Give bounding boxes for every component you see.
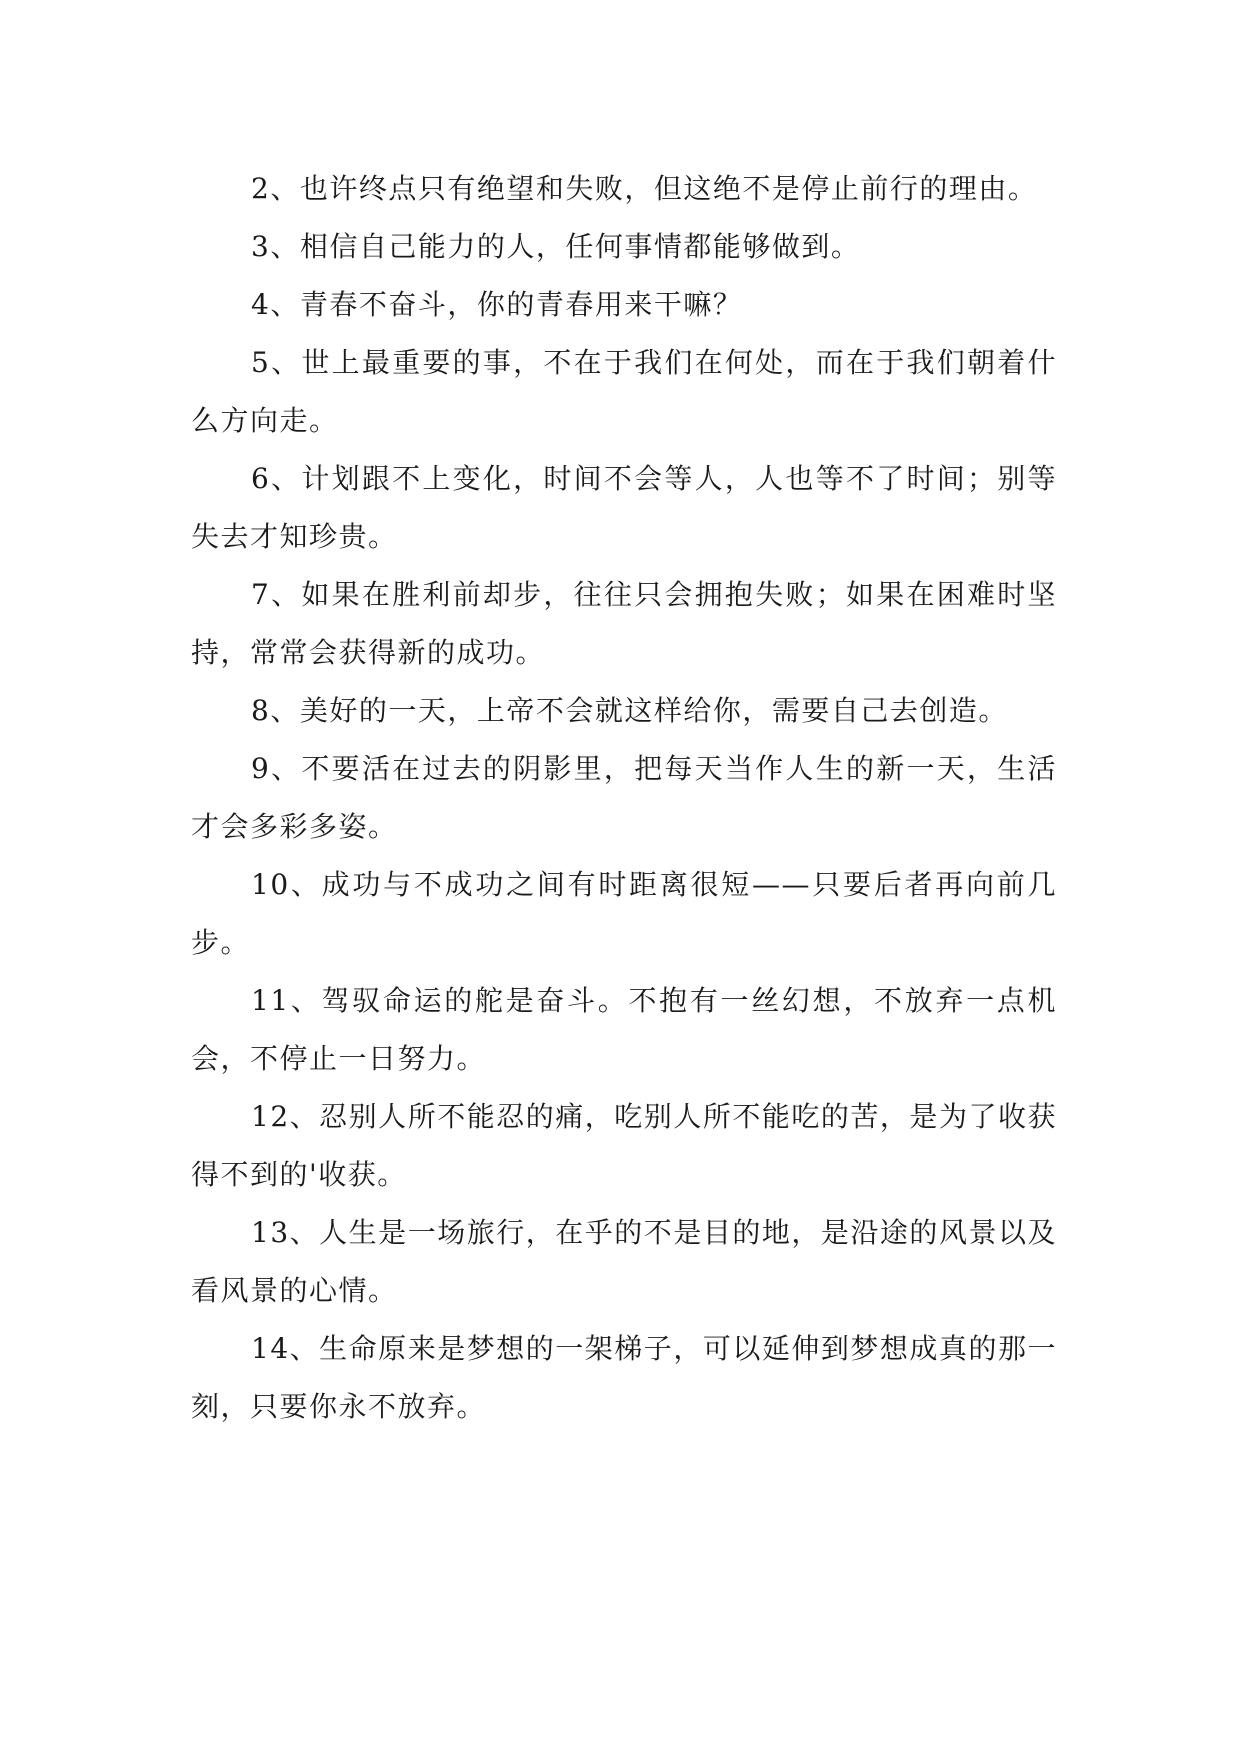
paragraph-11: 11、驾驭命运的舵是奋斗。不抱有一丝幻想，不放弃一点机会，不停止一日努力。 <box>191 984 1057 1075</box>
paragraph-4: 4、青春不奋斗，你的青春用来干嘛？ <box>251 288 743 321</box>
paragraph-6: 6、计划跟不上变化，时间不会等人，人也等不了时间；别等失去才知珍贵。 <box>191 462 1057 553</box>
paragraph-10: 10、成功与不成功之间有时距离很短——只要后者再向前几步。 <box>191 868 1057 959</box>
paragraph-13: 13、人生是一场旅行，在乎的不是目的地，是沿途的风景以及看风景的心情。 <box>191 1216 1057 1307</box>
paragraph-2: 2、也许终点只有绝望和失败，但这绝不是停止前行的理由。 <box>251 172 1038 205</box>
paragraph-5: 5、世上最重要的事，不在于我们在何处，而在于我们朝着什么方向走。 <box>191 346 1057 437</box>
document-body <box>191 160 1057 1436</box>
paragraph-9: 9、不要活在过去的阴影里，把每天当作人生的新一天，生活才会多彩多姿。 <box>191 752 1057 843</box>
paragraph-14: 14、生命原来是梦想的一架梯子，可以延伸到梦想成真的那一刻，只要你永不放弃。 <box>191 1332 1057 1423</box>
paragraph-3: 3、相信自己能力的人，任何事情都能够做到。 <box>251 230 861 263</box>
paragraph-12: 12、忍别人所不能忍的痛，吃别人所不能吃的苦，是为了收获得不到的'收获。 <box>191 1100 1057 1191</box>
paragraph-8: 8、美好的一天，上帝不会就这样给你，需要自己去创造。 <box>251 694 1008 727</box>
paragraph-7: 7、如果在胜利前却步，往往只会拥抱失败；如果在困难时坚持，常常会获得新的成功。 <box>191 578 1057 669</box>
